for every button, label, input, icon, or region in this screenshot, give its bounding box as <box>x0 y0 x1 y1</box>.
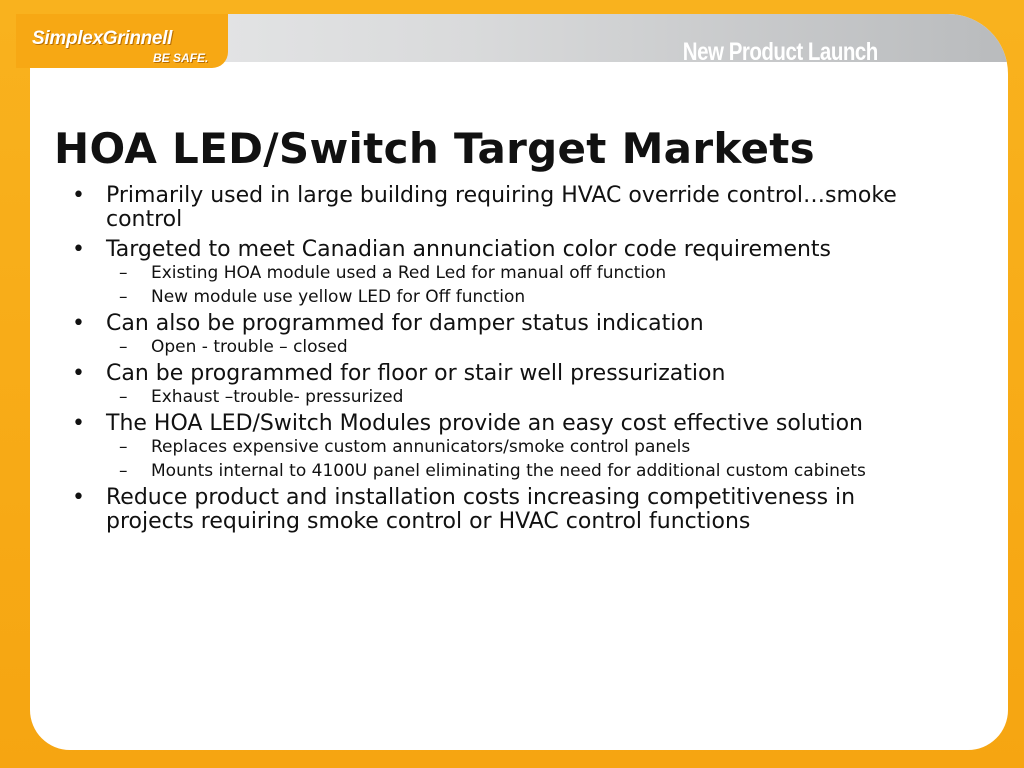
bullet-item <box>64 184 944 232</box>
sub-bullet-group <box>64 264 944 307</box>
bullet-marker: • <box>72 237 85 262</box>
bullet-item <box>64 412 944 436</box>
bullet-item <box>64 486 944 534</box>
bullet-marker: • <box>72 411 85 436</box>
bullet-item <box>64 362 944 386</box>
sub-bullet-marker: – <box>119 263 128 283</box>
sub-bullet-text: Existing HOA module used a Red Led for manual off function <box>151 263 667 283</box>
sub-bullet-item <box>64 388 944 407</box>
sub-bullet-item <box>64 438 944 457</box>
bullet-list <box>64 184 944 534</box>
slide-title: HOA LED/Switch Target Markets <box>54 124 815 173</box>
sub-bullet-marker: – <box>119 437 128 457</box>
sub-bullet-marker: – <box>119 387 128 407</box>
bullet-item <box>64 312 944 336</box>
bullet-item <box>64 238 944 262</box>
logo <box>16 14 228 68</box>
sub-bullet-group <box>64 388 944 407</box>
bullet-text: Can also be programmed for damper status indication <box>106 311 704 336</box>
slide-content <box>64 184 944 540</box>
sub-bullet-item <box>64 288 944 307</box>
sub-bullet-item <box>64 462 944 481</box>
sub-bullet-marker: – <box>119 337 128 357</box>
bullet-text: Primarily used in large building requiring HVAC override control…smoke control <box>106 183 897 232</box>
bullet-marker: • <box>72 183 85 208</box>
sub-bullet-marker: – <box>119 287 128 307</box>
bullet-text: Reduce product and installation costs increasing competitiveness in projects requiring smoke control or HVAC control functions <box>106 485 856 534</box>
sub-bullet-text: Mounts internal to 4100U panel eliminating the need for additional custom cabinets <box>151 461 866 481</box>
sub-bullet-item <box>64 338 944 357</box>
bullet-marker: • <box>72 485 85 510</box>
sub-bullet-text: Open - trouble – closed <box>151 337 348 357</box>
sub-bullet-text: Exhaust –trouble- pressurized <box>151 387 404 407</box>
sub-bullet-group <box>64 338 944 357</box>
bullet-text: Can be programmed for floor or stair well pressurization <box>106 361 726 386</box>
bullet-text: Targeted to meet Canadian annunciation color code requirements <box>106 237 832 262</box>
slide-panel <box>30 14 1008 750</box>
sub-bullet-group <box>64 438 944 481</box>
bullet-text: The HOA LED/Switch Modules provide an easy cost effective solution <box>106 411 864 436</box>
sub-bullet-text: New module use yellow LED for Off function <box>151 287 526 307</box>
sub-bullet-text: Replaces expensive custom annunicators/smoke control panels <box>151 437 691 457</box>
header-title: New Product Launch <box>682 38 878 66</box>
bullet-marker: • <box>72 361 85 386</box>
sub-bullet-item <box>64 264 944 283</box>
logo-company-name: SimplexGrinnell <box>32 28 173 49</box>
sub-bullet-marker: – <box>119 461 128 481</box>
logo-tagline: BE SAFE. <box>153 51 209 65</box>
bullet-marker: • <box>72 311 85 336</box>
